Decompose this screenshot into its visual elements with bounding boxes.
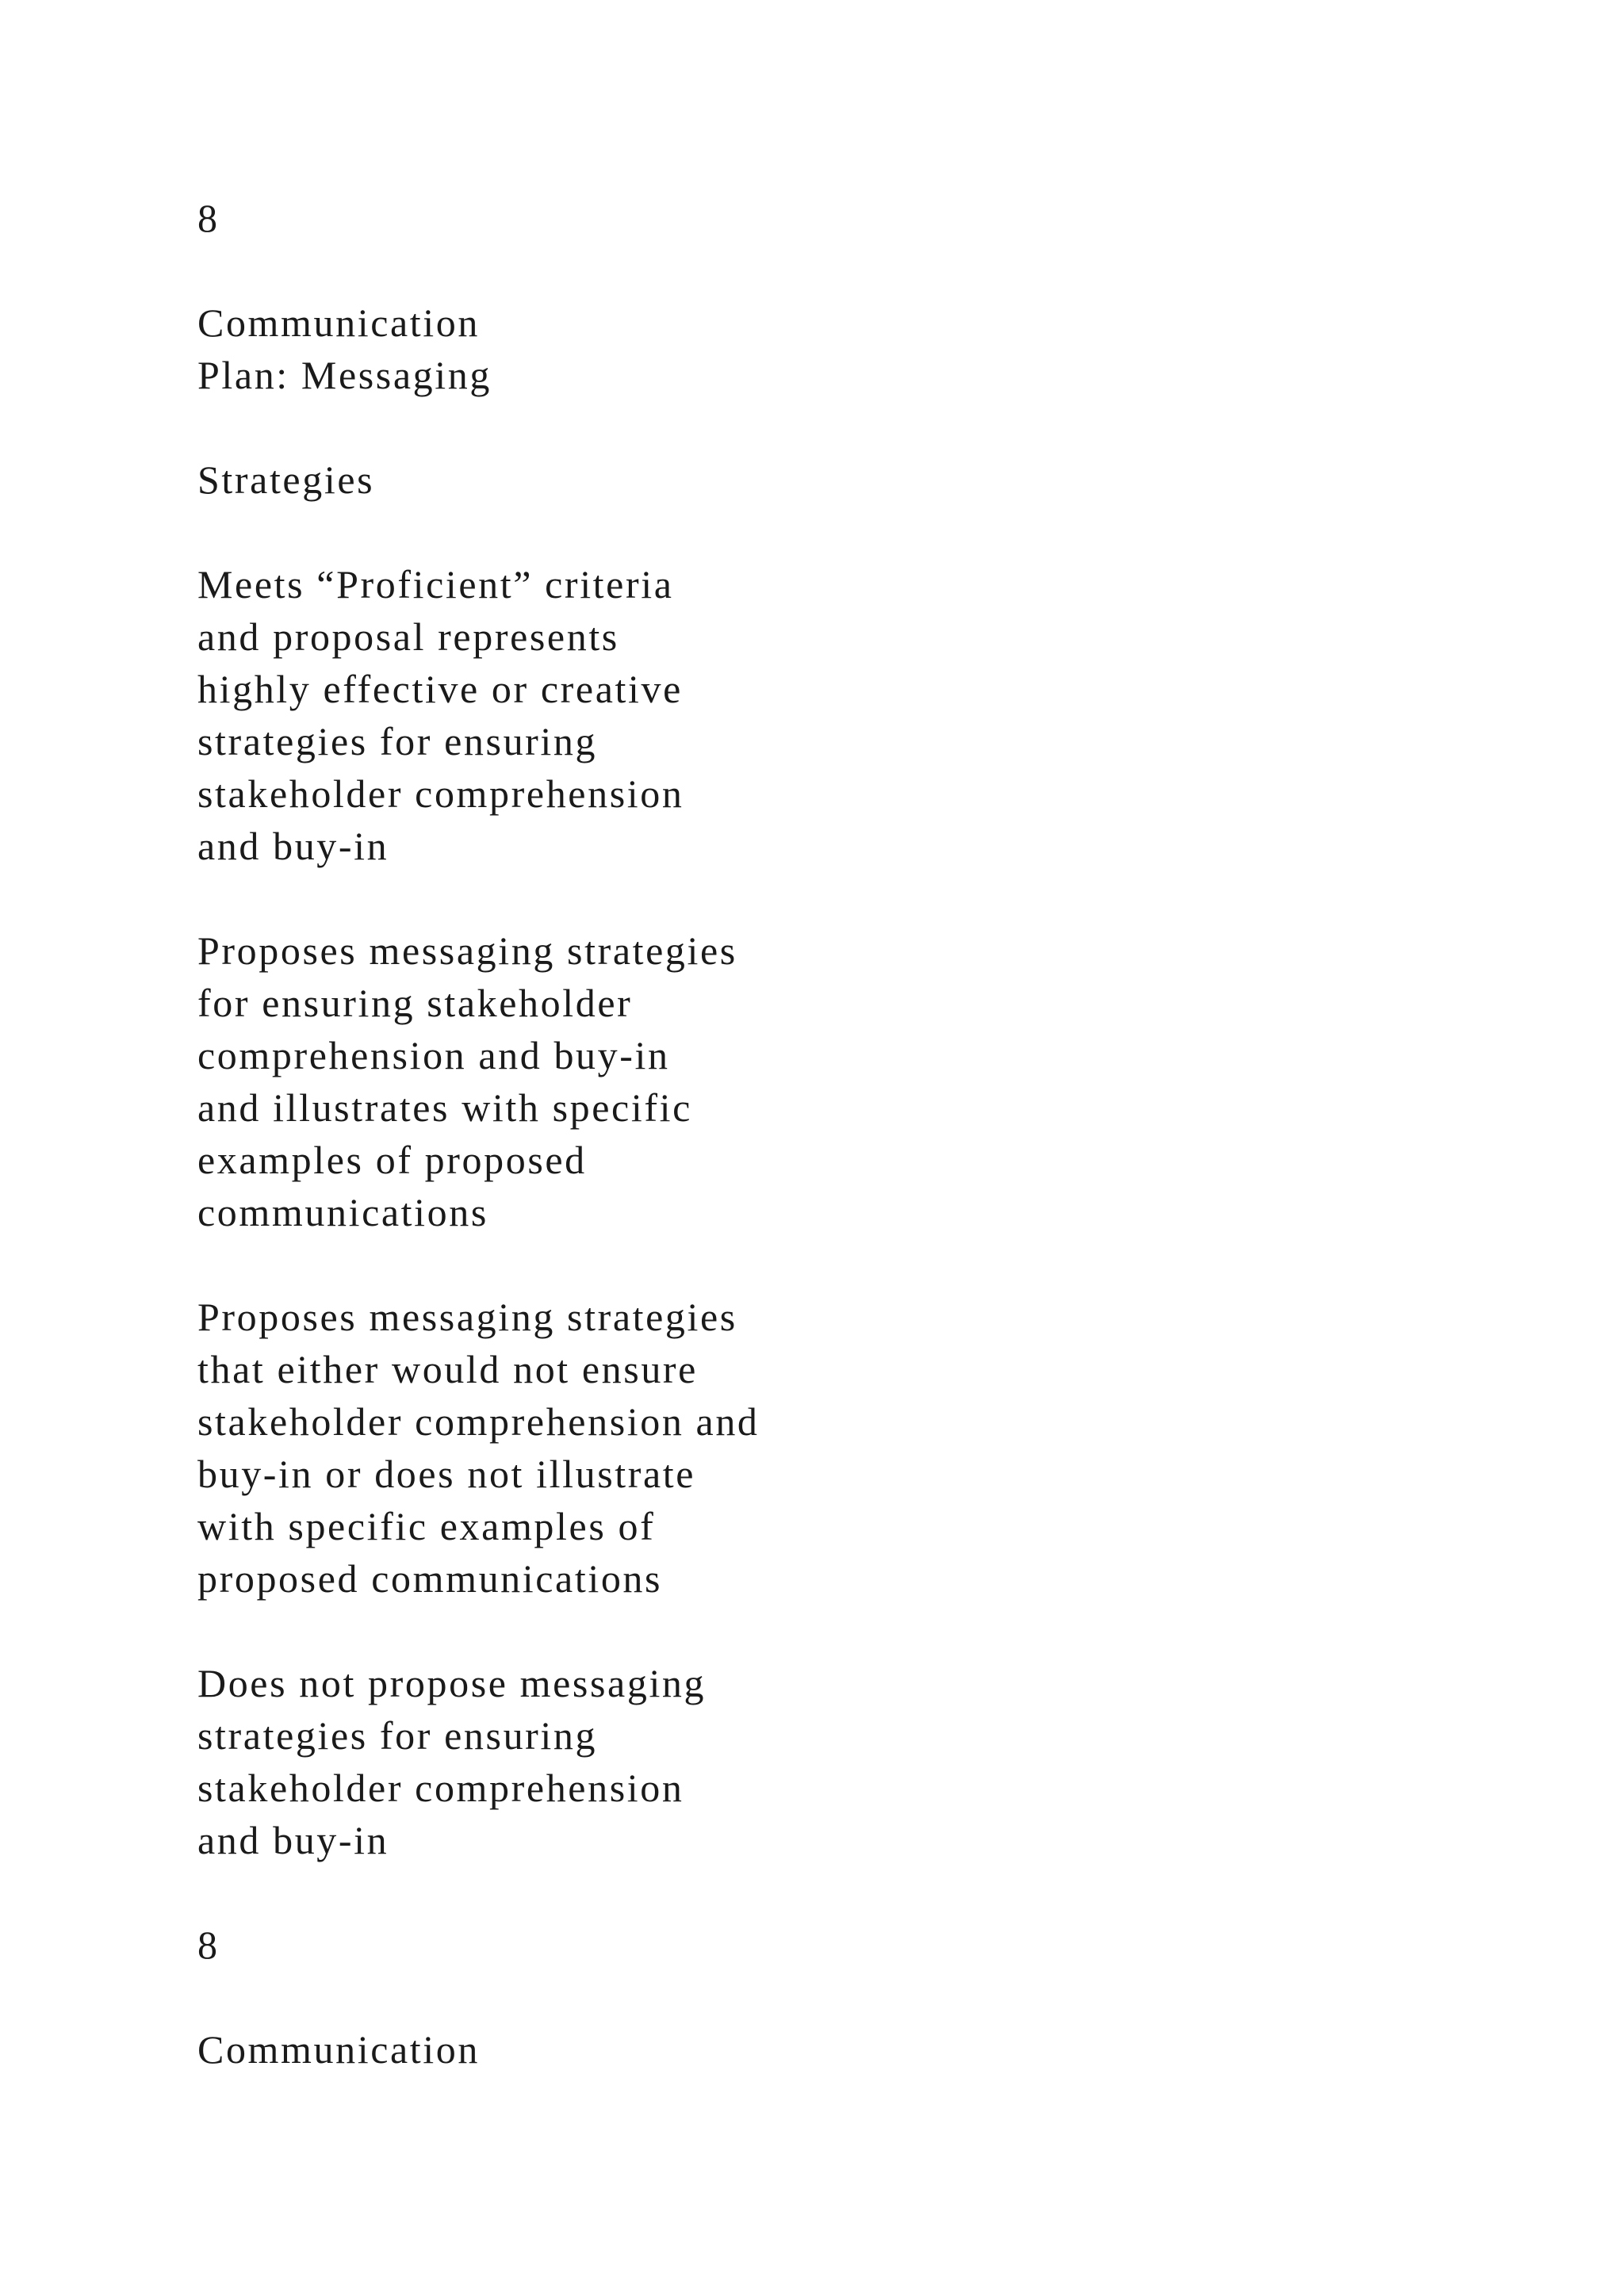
text-line: highly effective or creative <box>197 667 683 711</box>
text-line: Communication <box>197 2027 480 2072</box>
text-line: and buy-in <box>197 1818 389 1862</box>
criterion-title <box>197 297 1466 401</box>
text-line: and proposal represents <box>197 614 619 659</box>
page-number <box>197 192 1466 244</box>
text-line: Strategies <box>197 457 375 502</box>
text-line: and buy-in <box>197 824 389 868</box>
not-evident-paragraph <box>197 1657 1466 1866</box>
text-line: and illustrates with specific <box>197 1085 692 1130</box>
text-line: 8 <box>197 1923 220 1967</box>
text-line: with specific examples of <box>197 1504 656 1548</box>
text-line: stakeholder comprehension <box>197 1766 684 1810</box>
text-line: examples of proposed <box>197 1138 587 1182</box>
exemplary-paragraph <box>197 558 1466 872</box>
text-line: 8 <box>197 196 220 240</box>
needs-improvement-paragraph <box>197 1291 1466 1605</box>
document-body <box>197 192 1466 2128</box>
text-line: Plan: Messaging <box>197 353 492 397</box>
text-line: for ensuring stakeholder <box>197 981 633 1025</box>
text-line: that either would not ensure <box>197 1347 698 1391</box>
text-line: strategies for ensuring <box>197 719 598 763</box>
text-line: Meets “Proficient” criteria <box>197 562 674 607</box>
text-line: Does not propose messaging <box>197 1661 707 1705</box>
text-line: Communication <box>197 300 480 345</box>
text-line: communications <box>197 1190 488 1234</box>
text-line: stakeholder comprehension and <box>197 1399 760 1444</box>
text-line: buy-in or does not illustrate <box>197 1452 696 1496</box>
text-line: Proposes messaging strategies <box>197 928 737 973</box>
criterion-subtitle <box>197 453 1466 506</box>
text-line: strategies for ensuring <box>197 1713 598 1758</box>
text-line: Proposes messaging strategies <box>197 1295 737 1339</box>
text-line: proposed communications <box>197 1556 663 1601</box>
text-line: stakeholder comprehension <box>197 771 684 816</box>
proficient-paragraph <box>197 924 1466 1238</box>
points-value <box>197 1919 1466 1971</box>
text-line: comprehension and buy-in <box>197 1033 670 1077</box>
next-criterion-title <box>197 2023 1466 2076</box>
